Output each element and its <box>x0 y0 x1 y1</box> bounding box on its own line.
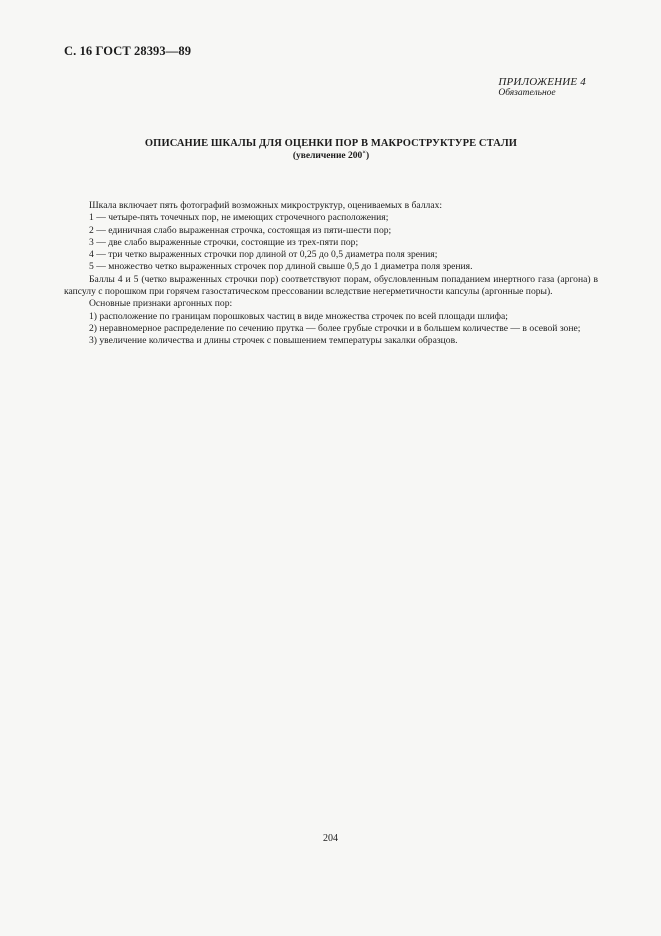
magnification-sign: × <box>362 149 366 156</box>
section-title <box>64 138 598 161</box>
paragraph-grade-5: 5 — множество четко выраженных строчек пор длиной свыше 0,5 до 1 диаметра поля зрения. <box>89 261 473 273</box>
page-number: 204 <box>323 833 338 844</box>
paragraph-grade-3: 3 — две слабо выраженные строчки, состоящие из трех-пяти пор; <box>89 236 359 248</box>
paragraph-grade-4: 4 — три четко выраженных строчки пор длиной от 0,25 до 0,5 диаметра поля зрения; <box>89 249 438 261</box>
paragraph-grade-1: 1 — четыре-пять точечных пор, не имеющих строчечного расположения; <box>89 212 389 224</box>
paragraph-grade-2: 2 — единичная слабо выраженная строчка, состоящая из пяти-шести пор; <box>89 224 392 236</box>
paragraph-feature-3: 3) увеличение количества и длины строчек с повышением температуры закалки образцов. <box>89 335 458 347</box>
body-text <box>64 200 598 348</box>
paragraph-argon-pores: Баллы 4 и 5 (четко выраженных строчки пор) соответствуют порам, обусловленным попаданием инертного газа (аргона) в капсулу с порошком при горячем газостатическом прессовании вследствие негерметичности капсулы (аргонные поры). <box>64 273 598 298</box>
paragraph-intro: Шкала включает пять фотографий возможных микроструктур, оцениваемых в баллах: <box>89 200 443 211</box>
section-title-magnification <box>64 149 598 161</box>
magnification-suffix: ) <box>365 151 370 162</box>
section-title-main: ОПИСАНИЕ ШКАЛЫ ДЛЯ ОЦЕНКИ ПОР В МАКРОСТРУКТУРЕ СТАЛИ <box>144 138 518 149</box>
appendix-title: ПРИЛОЖЕНИЕ 4 <box>498 76 586 88</box>
paragraph-feature-1: 1) расположение по границам порошковых частиц в виде множества строчек по всей площади шлифа; <box>89 310 508 322</box>
paragraph-features-heading: Основные признаки аргонных пор: <box>89 298 233 310</box>
appendix-status: Обязательное <box>498 88 556 98</box>
document-header: С. 16 ГОСТ 28393—89 <box>64 44 192 58</box>
appendix-label <box>498 76 586 98</box>
paragraph-feature-2: 2) неравномерное распределение по сечению прутка — более грубые строчки и в большем количестве — в осевой зоне; <box>89 322 581 334</box>
magnification-prefix: (увеличение 200 <box>292 151 363 162</box>
